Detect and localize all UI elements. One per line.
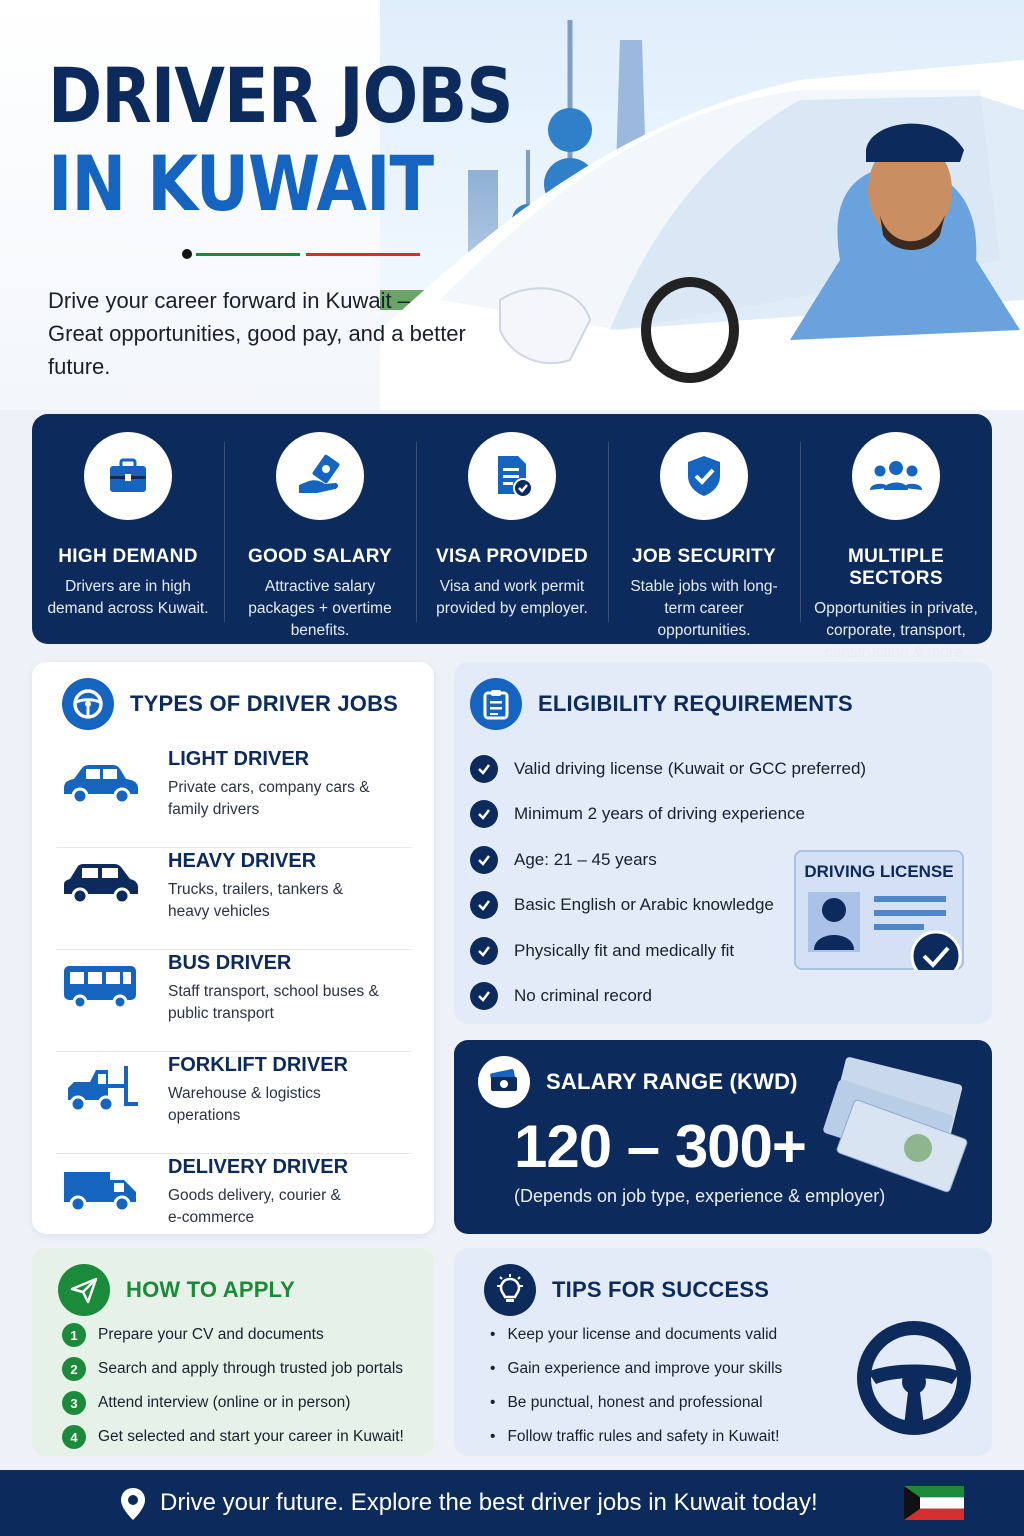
job-desc: Private cars, company cars & family drivers bbox=[168, 779, 370, 818]
feature-desc: Visa and work permit provided by employer. bbox=[436, 578, 588, 617]
job-desc: Warehouse & logistics operations bbox=[168, 1085, 321, 1124]
tip-text: • Be punctual, honest and professional bbox=[507, 1394, 763, 1411]
step-number: 3 bbox=[62, 1391, 86, 1415]
step-number: 4 bbox=[62, 1425, 86, 1449]
feature-high-demand bbox=[32, 414, 224, 644]
types-header bbox=[62, 678, 398, 730]
page-title bbox=[48, 52, 588, 228]
tips-list bbox=[490, 1318, 782, 1454]
requirement-text: Physically fit and medically fit bbox=[514, 940, 735, 960]
license-illustration bbox=[794, 850, 964, 970]
feature-title: HIGH DEMAND bbox=[58, 546, 198, 567]
step-text: Prepare your CV and documents bbox=[98, 1326, 324, 1343]
job-desc: Staff transport, school buses & public transport bbox=[168, 983, 379, 1022]
salary-value: 120 – 300+ bbox=[514, 1113, 806, 1180]
paper-plane-icon bbox=[58, 1264, 110, 1316]
footer-banner bbox=[0, 1470, 1024, 1536]
banknotes-image bbox=[818, 1056, 978, 1196]
title-line-2: IN KUWAIT bbox=[48, 139, 434, 228]
check-icon bbox=[470, 982, 498, 1010]
list-item bbox=[490, 1318, 782, 1352]
people-group-icon bbox=[852, 432, 940, 520]
list-item bbox=[56, 1154, 412, 1256]
check-icon bbox=[470, 846, 498, 874]
steering-wheel-illustration bbox=[854, 1318, 974, 1438]
list-item bbox=[470, 792, 866, 838]
shield-check-icon bbox=[660, 432, 748, 520]
step-number: 2 bbox=[62, 1357, 86, 1381]
list-item bbox=[470, 974, 866, 1020]
types-title: TYPES OF DRIVER JOBS bbox=[130, 691, 399, 716]
job-types-list bbox=[56, 746, 412, 1256]
steering-wheel-icon bbox=[62, 678, 114, 730]
job-title: HEAVY DRIVER bbox=[168, 850, 317, 872]
step-text: Attend interview (online or in person) bbox=[98, 1394, 351, 1411]
feature-desc: Opportunities in private, corporate, transport, construction & more. bbox=[814, 600, 978, 661]
driving-license-card bbox=[794, 850, 964, 970]
requirement-text: Valid driving license (Kuwait or GCC preferred) bbox=[514, 758, 867, 778]
cash-stack-icon bbox=[478, 1056, 530, 1108]
check-icon bbox=[470, 891, 498, 919]
location-pin-icon bbox=[118, 1486, 148, 1522]
feature-desc: Drivers are in high demand across Kuwait. bbox=[47, 578, 209, 617]
eligibility-title: ELIGIBILITY REQUIREMENTS bbox=[538, 691, 853, 716]
title-line-1: DRIVER JOBS bbox=[48, 51, 513, 140]
hero-subtitle: Drive your career forward in Kuwait – Great opportunities, good pay, and a better future. bbox=[48, 288, 466, 379]
tips-header bbox=[484, 1264, 769, 1316]
requirement-text: Age: 21 – 45 years bbox=[514, 849, 657, 869]
job-title: DELIVERY DRIVER bbox=[168, 1156, 349, 1178]
salary-card bbox=[454, 1040, 992, 1234]
feature-title: MULTIPLE SECTORS bbox=[848, 546, 944, 589]
forklift-icon bbox=[56, 1054, 144, 1153]
document-check-icon bbox=[468, 432, 556, 520]
types-card bbox=[32, 662, 434, 1234]
list-item bbox=[56, 1052, 412, 1154]
job-title: BUS DRIVER bbox=[168, 952, 292, 974]
tips-card bbox=[454, 1248, 992, 1456]
features-band bbox=[32, 414, 992, 661]
salary-note: (Depends on job type, experience & employer) bbox=[514, 1186, 886, 1206]
suv-icon bbox=[56, 850, 144, 949]
tip-text: • Gain experience and improve your skills bbox=[507, 1360, 783, 1377]
list-item bbox=[490, 1352, 782, 1386]
list-item bbox=[62, 1318, 404, 1352]
hero-section bbox=[0, 0, 1024, 410]
check-icon bbox=[470, 937, 498, 965]
requirement-text: No criminal record bbox=[514, 986, 652, 1006]
salary-title: SALARY RANGE (KWD) bbox=[546, 1069, 798, 1094]
feature-desc: Attractive salary packages + overtime benefits. bbox=[248, 578, 392, 639]
apply-header bbox=[58, 1264, 295, 1316]
list-item bbox=[490, 1386, 782, 1420]
tips-title: TIPS FOR SUCCESS bbox=[552, 1277, 770, 1302]
title-divider bbox=[180, 251, 420, 257]
apply-card bbox=[32, 1248, 434, 1456]
job-title: FORKLIFT DRIVER bbox=[168, 1054, 348, 1076]
feature-job-security bbox=[608, 414, 800, 644]
requirement-text: Basic English or Arabic knowledge bbox=[514, 895, 774, 915]
list-item bbox=[62, 1386, 404, 1420]
list-item bbox=[490, 1420, 782, 1454]
requirement-text: Minimum 2 years of driving experience bbox=[514, 804, 806, 824]
footer-text: Drive your future. Explore the best driver jobs in Kuwait today! bbox=[160, 1489, 818, 1516]
eligibility-header bbox=[470, 678, 853, 730]
delivery-van-icon bbox=[56, 1156, 144, 1256]
feature-title: GOOD SALARY bbox=[247, 546, 393, 567]
salary-header bbox=[478, 1056, 798, 1108]
tip-text: • Follow traffic rules and safety in Kuwait! bbox=[507, 1428, 780, 1445]
feature-multiple-sectors bbox=[800, 414, 992, 661]
lightbulb-icon bbox=[484, 1264, 536, 1316]
feature-desc: Stable jobs with long-term career opportunities. bbox=[630, 578, 778, 639]
bus-icon bbox=[56, 952, 144, 1051]
step-text: Get selected and start your career in Kuwait! bbox=[98, 1428, 404, 1445]
step-text: Search and apply through trusted job portals bbox=[98, 1360, 404, 1377]
apply-steps bbox=[62, 1318, 404, 1454]
kuwait-flag bbox=[904, 1486, 964, 1520]
step-number: 1 bbox=[62, 1323, 86, 1347]
job-title: LIGHT DRIVER bbox=[168, 748, 310, 770]
list-item bbox=[62, 1420, 404, 1454]
apply-title: HOW TO APPLY bbox=[126, 1277, 296, 1302]
list-item bbox=[470, 746, 866, 792]
tip-text: • Keep your license and documents valid bbox=[507, 1326, 778, 1343]
list-item bbox=[56, 746, 412, 848]
list-item bbox=[56, 848, 412, 950]
check-icon bbox=[470, 800, 498, 828]
job-desc: Goods delivery, courier & e-commerce bbox=[168, 1187, 341, 1226]
eligibility-card bbox=[454, 662, 992, 1024]
job-desc: Trucks, trailers, tankers & heavy vehicles bbox=[168, 881, 344, 920]
clipboard-icon bbox=[470, 678, 522, 730]
car-icon bbox=[56, 748, 144, 847]
feature-title: JOB SECURITY bbox=[631, 546, 776, 567]
briefcase-icon bbox=[84, 432, 172, 520]
money-hand-icon bbox=[276, 432, 364, 520]
check-icon bbox=[470, 755, 498, 783]
feature-good-salary bbox=[224, 414, 416, 644]
list-item bbox=[62, 1352, 404, 1386]
list-item bbox=[56, 950, 412, 1052]
feature-title: VISA PROVIDED bbox=[435, 546, 589, 567]
license-label: DRIVING LICENSE bbox=[804, 862, 954, 881]
feature-visa-provided bbox=[416, 414, 608, 644]
